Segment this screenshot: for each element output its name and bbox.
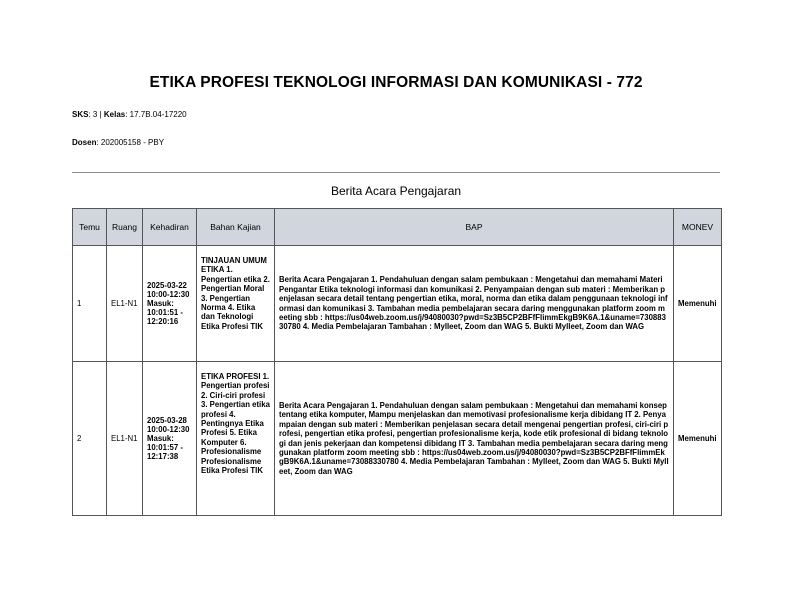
ruang-cell: EL1-N1 <box>107 246 143 362</box>
bap-cell: Berita Acara Pengajaran 1. Pendahuluan dengan salam pembukaan : Mengetahui dan memahami Materi Pengantar Etika teknologi informasi dan komunikasi 2. Penyampaian dengan sub materi : Memberikan penjelasan secara detail tentang pengertian etika, moral, norma dan etika dalam penggunaan teknologi informasi dan komunikasi 3. Tambahan media pembelajaran secara daring menggunakan platform zoom meeting sbb : https://us04web.zoom.us/j/94080030?pwd=Sz3B5CP2BFfFlimmEkgB9K6A.1&uname=73088330780 4. Media Pembelajaran Tambahan : Mylleet, Zoom dan WAG 5. Bukti Mylleet, Zoom dan WAG <box>275 246 674 362</box>
monev-cell: Memenuhi <box>674 362 722 516</box>
table-row <box>73 246 722 362</box>
dosen-value: : 202005158 - PBY <box>96 138 165 147</box>
dosen-label: Dosen <box>72 138 97 147</box>
bap-table <box>72 208 722 516</box>
header-bap: BAP <box>275 209 674 246</box>
table-header-row <box>73 209 722 246</box>
course-info <box>72 110 187 119</box>
section-title: Berita Acara Pengajaran <box>330 184 462 198</box>
header-ruang: Ruang <box>107 209 143 246</box>
bap-cell: Berita Acara Pengajaran 1. Pendahuluan dengan salam pembukaan : Mengetahui dan memahami konsep tentang etika komputer, Mampu menjelaskan dan memotivasi profesionalisme kerja dibidang IT 2. Penyampaian dengan sub materi : Memberikan penjelasan secara detail mengenai pengertian profesi, ciri-ciri profesi, pengertian etika profesi, pengertian profesionalisme kerja, kode etik profesional di bidang teknologi dan jenis pekerjaan dan kompetensi dibidang IT 3. Tambahan media pembelajaran secara daring menggunakan platform zoom meeting sbb : https://us04web.zoom.us/j/94080030?pwd=Sz3B5CP2BFfFlimmEkgB9K6A.1&uname=73088330780 4. Media Pembelajaran Tambahan : Mylleet, Zoom dan WAG 5. Bukti Mylleet, Zoom dan WAG <box>275 362 674 516</box>
monev-cell: Memenuhi <box>674 246 722 362</box>
bahan-kajian-cell: TINJAUAN UMUM ETIKA 1. Pengertian etika 2. Pengertian Moral 3. Pengertian Norma 4. Etika dan Teknologi Etika Profesi TIK <box>197 246 275 362</box>
sks-value: : 3 | <box>88 110 104 119</box>
table-row <box>73 362 722 516</box>
header-bahan-kajian: Bahan Kajian <box>197 209 275 246</box>
header-kehadiran: Kehadiran <box>143 209 197 246</box>
header-temu: Temu <box>73 209 107 246</box>
kelas-value: : 17.7B.04-17220 <box>125 110 187 119</box>
divider <box>72 172 720 173</box>
kehadiran-cell: 2025-03-28 10:00-12:30 Masuk: 10:01:57 - 12:17:38 <box>143 362 197 516</box>
lecturer-info <box>72 138 164 147</box>
sks-label: SKS <box>72 110 89 119</box>
kehadiran-cell: 2025-03-22 10:00-12:30 Masuk: 10:01:51 - 12:20:16 <box>143 246 197 362</box>
header-monev: MONEV <box>674 209 722 246</box>
kelas-label: Kelas <box>103 110 126 119</box>
temu-cell: 1 <box>73 246 107 362</box>
bahan-kajian-cell: ETIKA PROFESI 1. Pengertian profesi 2. Ciri-ciri profesi 3. Pengertian etika profesi 4. Pentingnya Etika Profesi 5. Etika Komputer 6. Profesionalisme Profesionalisme Etika Profesi TIK <box>197 362 275 516</box>
temu-cell: 2 <box>73 362 107 516</box>
page-title: ETIKA PROFESI TEKNOLOGI INFORMASI DAN KOMUNIKASI - 772 <box>149 74 643 91</box>
ruang-cell: EL1-N1 <box>107 362 143 516</box>
